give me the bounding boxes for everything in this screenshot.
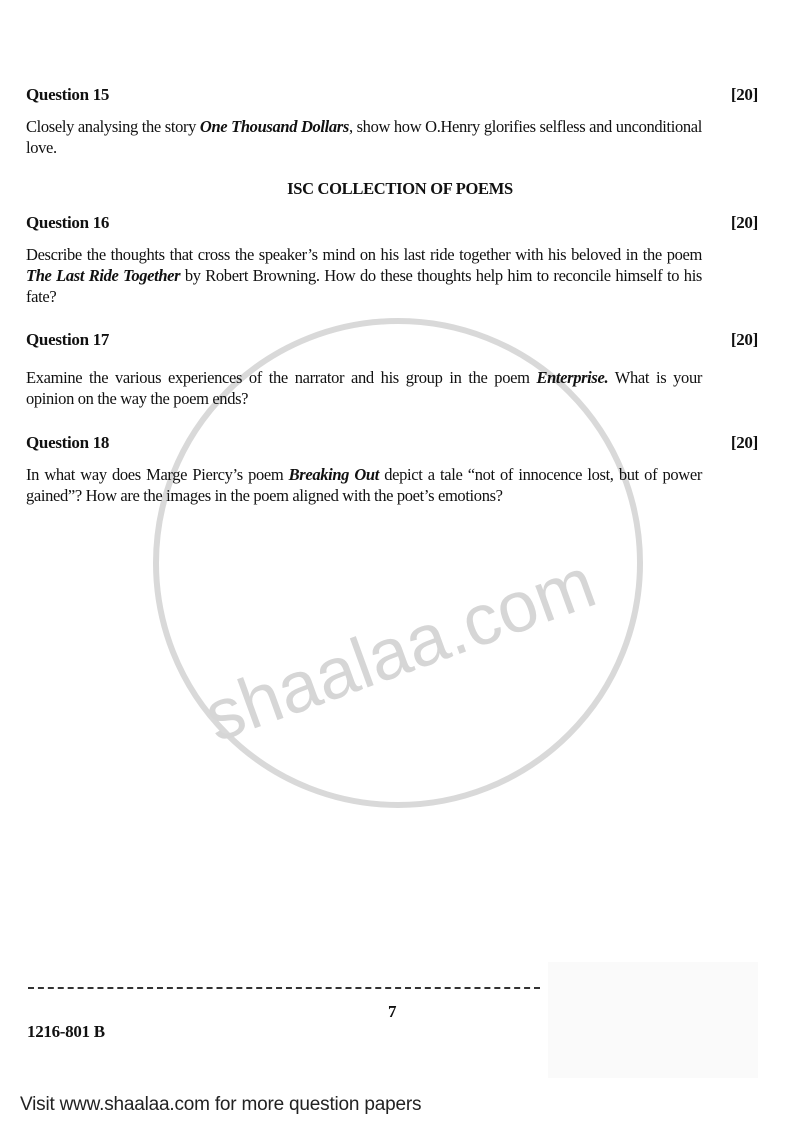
question-17-text [26,367,702,409]
question-16-header [26,213,758,233]
footer-link[interactable]: Visit www.shaalaa.com for more question papers [20,1094,422,1115]
text: In what way does Marge Piercy’s poem [26,465,289,484]
poem-title: Enterprise. [536,368,609,387]
paper-code: 1216-801 B [27,1022,105,1041]
question-15-header [26,85,758,105]
text: by Robert Browning. How do these thoughts help him to reconcile himself to his fate? [26,266,702,306]
text: , show how O.Henry glorifies selfless and unconditional love. [26,117,702,157]
text: Closely analysing the story [26,117,200,136]
poem-title: Breaking Out [288,465,379,484]
question-17-header [26,330,758,350]
question-18-text [26,464,702,506]
text: What is your opinion on the way the poem ends? [26,368,703,408]
text: depict a tale “not of innocence lost, but of power gained”? How are the images in the poem aligned with the poet’s emotions? [26,465,702,505]
question-18-header [26,433,758,453]
text: Describe the thoughts that cross the speaker’s mind on his last ride together with his beloved in the poem [26,245,702,264]
question-marks: [20] [730,433,758,452]
question-marks: [20] [730,213,758,232]
page-number: 7 [388,1002,397,1021]
question-label: Question 16 [26,213,110,232]
question-16-text [26,244,702,307]
story-title: One Thousand Dollars [199,117,349,136]
dashed-divider [28,987,540,989]
question-label: Question 15 [26,85,110,104]
watermark-text: shaalaa.com [194,542,606,758]
text: Examine the various experiences of the narrator and his group in the poem [26,368,537,387]
question-marks: [20] [730,85,758,104]
question-label: Question 18 [26,433,110,452]
question-marks: [20] [730,330,758,349]
question-label: Question 17 [26,330,110,349]
question-15-text [26,116,702,158]
poem-title: The Last Ride Together [26,266,181,285]
scan-shade [548,962,758,1078]
section-heading: ISC COLLECTION OF POEMS [287,179,513,198]
